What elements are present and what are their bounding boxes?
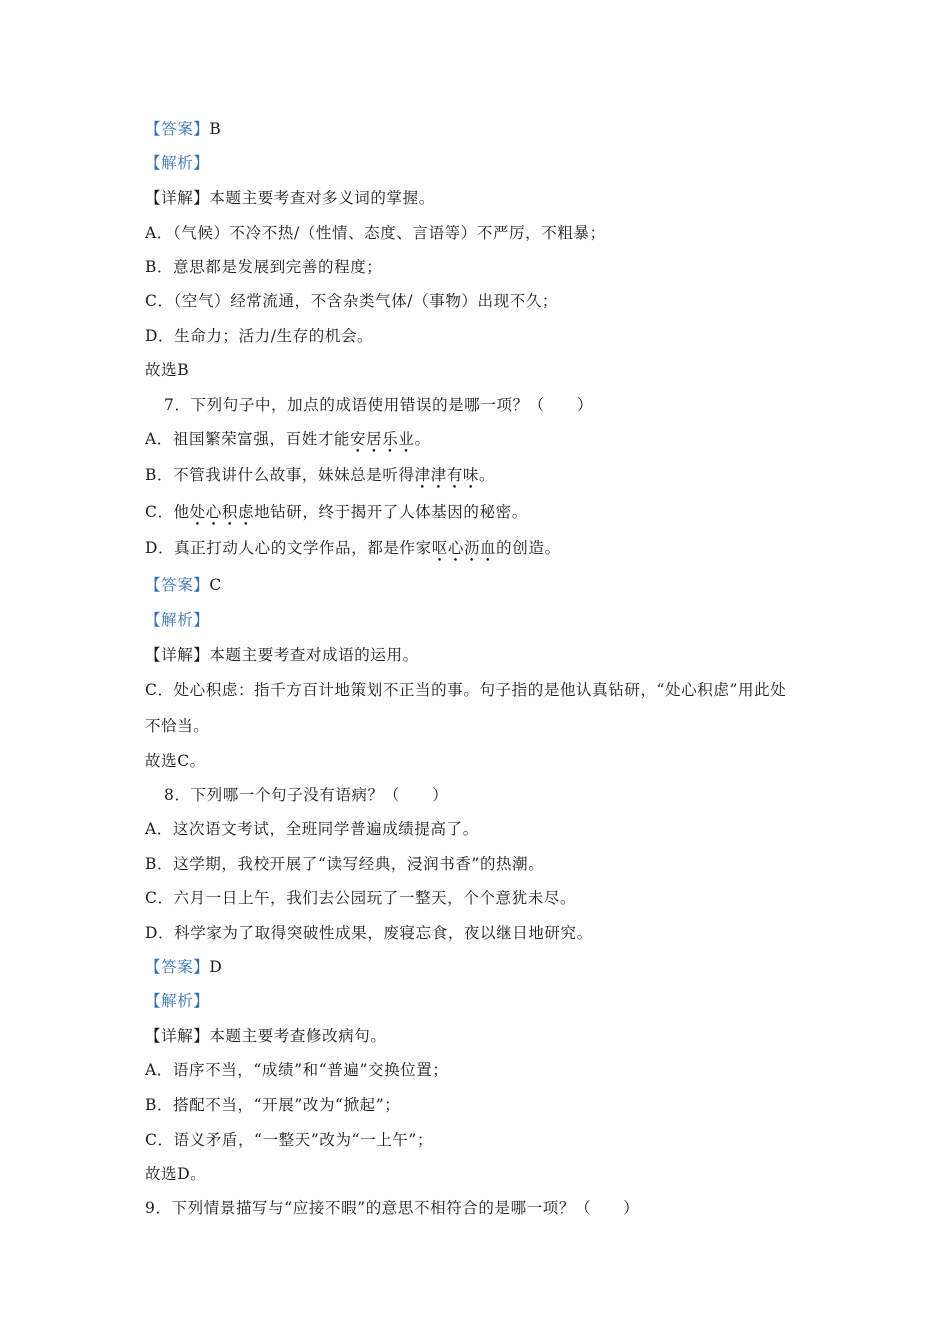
explain-line: B．搭配不当，“开展”改为“掀起”； <box>145 1096 401 1114</box>
option-text: 。 <box>479 466 496 484</box>
question-8-option-b: B．这学期，我校开展了“读写经典，浸润书香”的热潮。 <box>145 855 545 873</box>
question-9-stem: 9．下列情景描写与“应接不暇”的意思不相符合的是哪一项？（ ） <box>145 1199 640 1217</box>
dotted-char: 心 <box>205 503 222 521</box>
dotted-char: 有 <box>446 466 463 484</box>
conclusion-line: 故选B <box>145 361 190 379</box>
question-7-stem: 7．下列句子中，加点的成语使用错误的是哪一项？（ ） <box>164 396 594 414</box>
explain-line: D．生命力；活力/生存的机会。 <box>145 327 374 345</box>
question-7-option-c <box>145 501 528 523</box>
option-text: D．真正打动人心的文学作品，都是作家 <box>145 539 432 557</box>
dotted-char: 味 <box>462 466 480 484</box>
option-text: B．不管我讲什么故事，妹妹总是听得 <box>145 466 415 484</box>
option-text: 。 <box>414 430 431 448</box>
dotted-char: 津 <box>430 466 447 484</box>
dotted-char: 心 <box>447 539 464 557</box>
answer-tag: 【答案】 <box>145 120 210 138</box>
dotted-char: 业 <box>398 430 415 448</box>
question-7-option-b <box>145 464 495 486</box>
dotted-char: 居 <box>366 430 383 448</box>
explain-line: A．语序不当，“成绩”和“普遍”交换位置； <box>145 1061 449 1079</box>
dotted-char: 积 <box>221 503 238 521</box>
explain-line: 不恰当。 <box>145 717 210 735</box>
detail-line: 【详解】本题主要考查对成语的运用。 <box>145 646 419 664</box>
detail-line: 【详解】本题主要考查对多义词的掌握。 <box>145 189 435 207</box>
explain-line: C．语义矛盾，“一整天”改为“一上午”； <box>145 1131 434 1149</box>
dotted-char: 虑 <box>238 503 255 521</box>
answer-tag: 【答案】 <box>145 958 210 976</box>
question-8-option-a: A．这次语文考试，全班同学普遍成绩提高了。 <box>145 820 479 838</box>
question-8-stem: 8．下列哪一个句子没有语病？（ ） <box>164 786 449 804</box>
question-7-option-a <box>145 428 431 450</box>
answer-value: D <box>209 958 223 976</box>
dotted-char: 乐 <box>382 430 399 448</box>
dotted-char: 安 <box>350 430 367 448</box>
option-text: 地钻研，终于揭开了人体基因的秘密。 <box>254 503 528 521</box>
answer-value: C <box>209 576 222 594</box>
option-text: A．祖国繁荣富强，百姓才能 <box>145 430 350 448</box>
question-8-option-c: C．六月一日上午，我们去公园玩了一整天，个个意犹未尽。 <box>145 889 577 907</box>
answer-line <box>145 956 222 978</box>
answer-tag: 【答案】 <box>145 576 210 594</box>
question-8-option-d: D．科学家为了取得突破性成果，废寝忘食，夜以继日地研究。 <box>145 924 593 942</box>
conclusion-line: 故选C。 <box>145 752 206 770</box>
explain-line: C．处心积虑：指千方百计地策划不正当的事。句子指的是他认真钻研，“处心积虑”用此处 <box>145 681 787 699</box>
dotted-char: 津 <box>414 466 431 484</box>
detail-line: 【详解】本题主要考查修改病句。 <box>145 1027 387 1045</box>
answer-line <box>145 574 222 596</box>
conclusion-line: 故选D。 <box>145 1165 207 1183</box>
analysis-tag: 【解析】 <box>145 154 210 172</box>
answer-line <box>145 118 221 140</box>
explain-line: B．意思都是发展到完善的程度； <box>145 258 383 276</box>
dotted-char: 沥 <box>463 539 481 557</box>
explain-line: A．（气候）不冷不热/（性情、态度、言语等）不严厉，不粗暴； <box>145 224 606 242</box>
dotted-char: 处 <box>189 503 206 521</box>
analysis-tag: 【解析】 <box>145 992 210 1010</box>
option-text: 的创造。 <box>496 539 561 557</box>
analysis-tag: 【解析】 <box>145 611 210 629</box>
option-text: C．他 <box>145 503 190 521</box>
explain-line: C．（空气）经常流通，不含杂类气体/（事物）出现不久； <box>145 292 559 310</box>
question-7-option-d <box>145 537 561 559</box>
answer-value: B <box>209 120 222 138</box>
dotted-char: 血 <box>480 539 497 557</box>
dotted-char: 呕 <box>431 539 448 557</box>
